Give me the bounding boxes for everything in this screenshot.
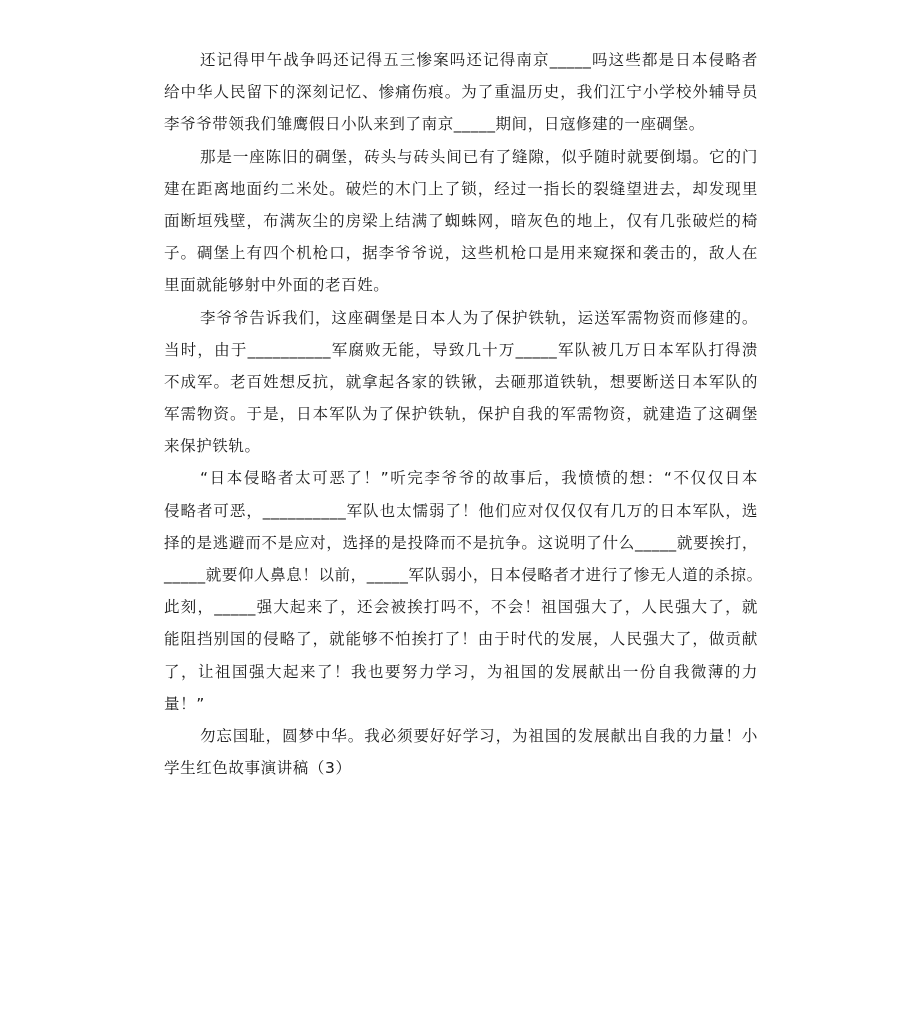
text-line: 里面就能够射中外面的老百姓。 xyxy=(164,276,390,295)
text-line: 军需物资。于是，日本军队为了保护铁轨，保护自我的军需物资，就建造了这碉堡 xyxy=(164,405,758,424)
text-line: 当时，由于__________军腐败无能，导致几十万_____军队被几万日本军队打得溃 xyxy=(164,340,758,359)
paragraph xyxy=(164,720,758,784)
text-line: 李爷爷告诉我们，这座碉堡是日本人为了保护铁轨，运送军需物资而修建的。 xyxy=(200,308,758,327)
text-line: _____就要仰人鼻息！以前，_____军队弱小，日本侵略者才进行了惨无人道的杀掠。 xyxy=(164,566,763,584)
text-line: 择的是逃避而不是应对，选择的是投降而不是抗争。这说明了什么_____就要挨打， xyxy=(164,533,758,552)
text-line: 学生红色故事演讲稿（3） xyxy=(164,759,352,778)
text-line: 给中华人民留下的深刻记忆、惨痛伤痕。为了重温历史，我们江宁小学校外辅导员 xyxy=(164,83,758,102)
text-line: 勿忘国耻，圆梦中华。我必须要好好学习，为祖国的发展献出自我的力量！小 xyxy=(200,726,758,745)
paragraph xyxy=(164,141,758,302)
text-line: 此刻，_____强大起来了，还会被挨打吗不，不会！祖国强大了，人民强大了，就 xyxy=(164,598,758,617)
document-body xyxy=(164,44,763,784)
text-line: “日本侵略者太可恶了！”听完李爷爷的故事后，我愤愤的想：“不仅仅日本 xyxy=(200,469,758,488)
text-line: 不成军。老百姓想反抗，就拿起各家的铁锹，去砸那道铁轨，想要断送日本军队的 xyxy=(164,372,758,391)
text-line: 了，让祖国强大起来了！我也要努力学习，为祖国的发展献出一份自我微薄的力 xyxy=(164,662,758,681)
text-line: 那是一座陈旧的碉堡，砖头与砖头间已有了缝隙，似乎随时就要倒塌。它的门 xyxy=(200,147,758,166)
text-line: 建在距离地面约二米处。破烂的木门上了锁，经过一指长的裂缝望进去，却发现里 xyxy=(164,179,758,198)
paragraph xyxy=(164,302,758,463)
paragraph xyxy=(164,44,758,141)
text-line: 子。碉堡上有四个机枪口，据李爷爷说，这些机枪口是用来窥探和袭击的，敌人在 xyxy=(164,244,758,263)
text-line: 还记得甲午战争吗还记得五三惨案吗还记得南京_____吗这些都是日本侵略者 xyxy=(200,51,758,69)
text-line: 侵略者可恶，__________军队也太懦弱了！他们应对仅仅仅有几万的日本军队，选 xyxy=(164,501,758,520)
text-line: 能阻挡别国的侵略了，就能够不怕挨打了！由于时代的发展，人民强大了，做贡献 xyxy=(164,630,758,649)
text-line: 量！” xyxy=(164,694,205,713)
text-line: 李爷爷带领我们雏鹰假日小队来到了南京_____期间，日寇修建的一座碉堡。 xyxy=(164,115,705,134)
paragraph xyxy=(164,462,763,720)
text-line: 来保护铁轨。 xyxy=(164,437,261,456)
text-line: 面断垣残壁，布满灰尘的房梁上结满了蜘蛛网，暗灰色的地上，仅有几张破烂的椅 xyxy=(164,211,758,230)
